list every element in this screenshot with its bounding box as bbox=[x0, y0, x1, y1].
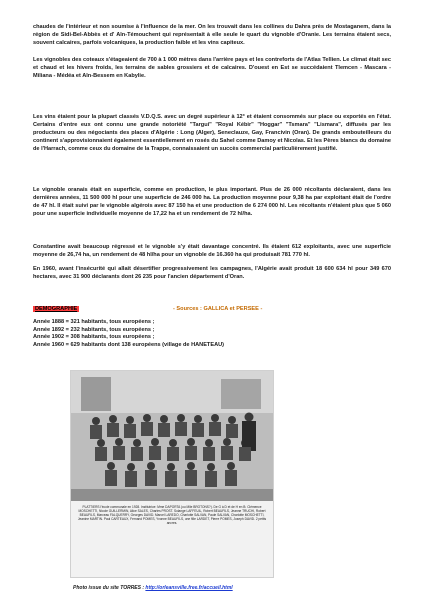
demographie-title: DEMOGRAPHIE bbox=[35, 306, 78, 312]
population-line: Année 1888 = 321 habitants, tous européens ; bbox=[33, 319, 155, 325]
paragraph-vins: Les vins étaient pour la plupart classés V.D.Q.S. avec un degré supérieur à 12° et étaient consommés sur place ou exportés en l'état. Certains d'entre eux ont connu une grande notoriété "Targui" "Royal Kébir" "Hoggar" "Tsmara" "Lismara", diffusés par les producteurs ou des négociants des places d'Algérie : Long (Alger), Seneclauze, Gay, Francivin (Oran). De grands embouteilleurs du continent s'approvisionnaient également essentiellement en rosés du Sahel comme Damoy et Nicolas. Et les Pères blancs du domaine de l'Harrach, comme ceux du domaine de la Trappe, connaissaient un succès commercial particulièrement justifié. bbox=[33, 114, 391, 153]
photo-credit bbox=[73, 585, 293, 591]
population-list bbox=[33, 319, 391, 349]
paragraph-coteaux: Les vignobles des coteaux s'étageaient de 700 à 1 000 mètres dans l'arrière pays et les contreforts de l'Atlas Tellien. Le climat était sec et chaud et les hivers froids, les terrains de sables grossiers et de calcaires. D'ouest en Est se succédaient Tlemcen - Mascara -Miliana - Médéa et Aïn-Bessem en Kabylie. bbox=[33, 57, 392, 80]
class-photo bbox=[70, 370, 274, 578]
paragraph-oranie: Le vignoble oranais était en superficie, comme en production, le plus important. Plus de 26 000 récoltants déclaraient, dans les dernières années, 11 500 000 hl pour une superficie de 246 000 ha. La production moyenne pour 9,38 ha par exploitant était de l'ordre de 47 hl. Il était suivi par le vignoble algérois avec 87 150 ha et une production de 6 274 000 hl. Les récoltants n'étaient plus que 5 060 pour une superficie individuelle moyenne de 17,22 ha et un rendement de 72 hl/ha. bbox=[33, 187, 391, 218]
population-line: Année 1960 = 629 habitants dont 138 européens (village de HANETEAU) bbox=[33, 341, 225, 348]
population-line: Année 1902 = 308 habitants, tous européens ; bbox=[33, 334, 155, 341]
class-photo-image bbox=[71, 371, 273, 501]
photo-caption: PLATTIERS l'école communale en 1928. Institutrice: Mme DAPORTA (ou Mlle BROTONS?). De G à D et de H en B: Clémence MOSCHETTI, Nicole GUILLERMIN, Alice SALES, Charles PROST. Solange LAFFEUIL, Robert BEAUFILS, Jeanne TRUCHI, Robert BEAUFILS, Marceau FALQUERRY, Georges DAVID. Marcel LAREDO, Charlotte SALVAN, Paule SALVAN, Charlotte MOSCHETTI, Jeanine MARTIN. Paul CARTEAUX, Fernand POMES, Yvonne BEAUFILS, une fille LARDET, Pierre POMES, Joseph DAVID. 2 petits ancres. bbox=[77, 505, 267, 525]
demographie-header bbox=[33, 306, 391, 316]
demographie-sources: - Sources : GALLICA et PERSEE - bbox=[173, 306, 263, 312]
credit-prefix: Photo issue du site TORRES : bbox=[73, 585, 145, 591]
population-line: Année 1892 = 232 habitants, tous européens ; bbox=[33, 326, 155, 333]
credit-link[interactable]: http://orleansville.free.fr/accueil.html bbox=[145, 585, 233, 591]
paragraph-constantine: Constantine avait beaucoup régressé et le vignoble s'y était davantage concentré. Ils étaient 612 exploitants, avec une superficie moyenne de 26,74 ha, un rendement de 48 hl/ha pour un vignoble de 16.360 ha qui produisait 781 770 hl. bbox=[33, 244, 391, 259]
paragraph-1960: En 1960, avant l'insécurité qui allait désertifier progressivement les campagnes, l'Algérie avait produit 18 600 634 hl pour 349 670 hectares, avec 31 900 déclarants dont 26 235 pour l'ancien département d'Oran. bbox=[33, 266, 391, 281]
paragraph-intro: chaudes de l'intérieur et non soumise à l'influence de la mer. On les trouvait dans les collines du Dahra près de Mostaganem, dans la région de Sidi-Bel-Abbès et d' Aïn-Témouchent qui représentait à elle seule le quart du vignoble d'Oranie. Les terrains étaient secs, souvent calcaires, parfois volcaniques, la production faible et les vins capiteux. bbox=[33, 24, 391, 47]
